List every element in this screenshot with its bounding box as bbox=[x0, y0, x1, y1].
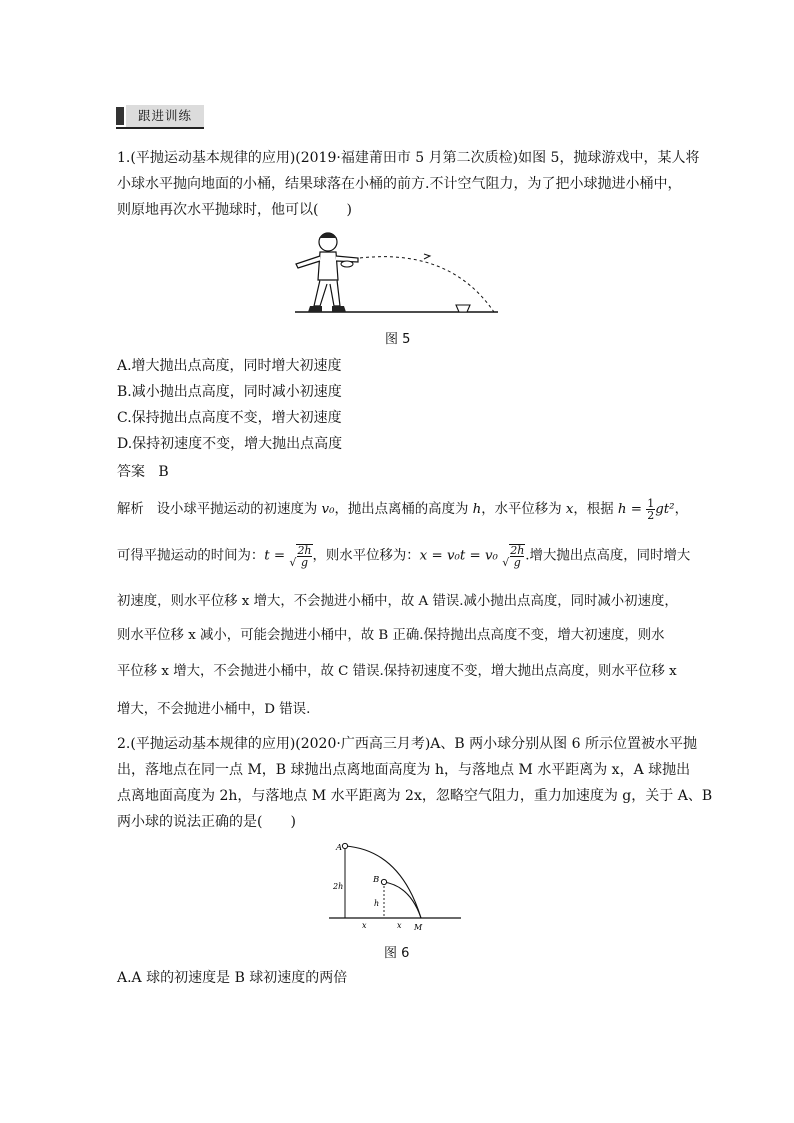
analysis-line-4: 则水平位移 x 减小，可能会抛进小桶中，故 B 正确.保持抛出点高度不变，增大初速度，则水 bbox=[117, 628, 665, 643]
analysis-text: 设小球平抛运动的初速度为 bbox=[156, 502, 322, 517]
q1-answer bbox=[117, 462, 169, 482]
analysis-line-6: 增大，不会抛进小桶中，D 错误. bbox=[117, 702, 311, 717]
label-x-2: x bbox=[397, 921, 402, 930]
analysis-line-3: 初速度，则水平位移 x 增大，不会抛进小桶中，故 A 错误.减小抛出点高度，同时减小初速度， bbox=[117, 594, 678, 609]
fraction-den: 2 bbox=[647, 509, 655, 522]
answer-label: 答案 bbox=[117, 464, 145, 480]
fraction-one-half bbox=[646, 498, 655, 521]
figure-5-illustration bbox=[290, 228, 510, 320]
analysis-text: ，根据 bbox=[573, 502, 618, 517]
q2-line-3: 点离地面高度为 2h，与落地点 M 水平距离为 2x，忽略空气阻力，重力加速度为 g，关于 A、B bbox=[117, 788, 713, 804]
math-gt2: gt² bbox=[655, 502, 675, 517]
label-A: A bbox=[336, 843, 343, 853]
sqrt-num: 2h bbox=[297, 544, 312, 557]
math-x-eq: x = v₀t = v₀ bbox=[419, 548, 498, 564]
label-2h: 2h bbox=[333, 882, 344, 891]
math-v0: v₀ bbox=[321, 502, 335, 517]
figure-6-diagram bbox=[325, 838, 465, 934]
q2-line-2: 出，落地点在同一点 M，B 球抛出点离地面高度为 h，与落地点 M 水平距离为 x，A 球抛出 bbox=[117, 762, 691, 778]
analysis-text: ，水平位移为 bbox=[481, 502, 566, 517]
q2-line-4: 两小球的说法正确的是( ) bbox=[117, 814, 296, 830]
sqrt-2h-over-g: √ $\frac{2h}{g}$ bbox=[289, 544, 312, 569]
math-h-eq: h = bbox=[617, 502, 642, 517]
figure-6-caption: 图 6 bbox=[384, 946, 410, 961]
q2-line-1: 2.(平抛运动基本规律的应用)(2020·广西高三月考)A、B 两小球分别从图 6 所示位置被水平抛 bbox=[117, 736, 697, 752]
math-h: h bbox=[472, 502, 482, 517]
figure-5-caption: 图 5 bbox=[385, 332, 411, 347]
analysis-text: 可得平抛运动的时间为： bbox=[117, 548, 265, 564]
label-M: M bbox=[414, 923, 423, 932]
q1-line-2: 小球水平抛向地面的小桶，结果球落在小桶的前方.不计空气阻力，为了把小球抛进小桶中， bbox=[117, 176, 682, 192]
sqrt-num: 2h bbox=[510, 544, 525, 557]
analysis-text: ，抛出点离桶的高度为 bbox=[334, 502, 473, 517]
label-h: h bbox=[374, 899, 380, 908]
analysis-text: ，则水平位移为： bbox=[312, 548, 420, 564]
analysis-line-2 bbox=[117, 544, 690, 568]
math-t-eq: t = bbox=[264, 548, 286, 564]
section-header-label: 跟进训练 bbox=[126, 105, 204, 127]
sqrt-den: g bbox=[300, 556, 308, 569]
section-header-bar bbox=[116, 107, 124, 125]
q1-line-3: 则原地再次水平抛球时，他可以( ) bbox=[117, 202, 352, 218]
label-B: B bbox=[373, 875, 380, 885]
sqrt-2h-over-g-2: √ $\frac{2h}{g}$ bbox=[502, 544, 525, 569]
analysis-line-1: 解析 设小球平抛运动的初速度为 v₀，抛出点离桶的高度为 h，水平位移为 x，根据 h = $\frac{1}{2}$ gt²， bbox=[117, 497, 688, 522]
analysis-label: 解析 bbox=[117, 502, 144, 517]
q1-option-a: A.增大抛出点高度，同时增大初速度 bbox=[117, 358, 342, 374]
q1-option-d: D.保持初速度不变，增大抛出点高度 bbox=[117, 436, 343, 452]
analysis-line-5: 平位移 x 增大，不会抛进小桶中，故 C 错误.保持初速度不变，增大抛出点高度，则水平位移 x bbox=[117, 664, 677, 679]
label-x-1: x bbox=[362, 921, 367, 930]
section-header bbox=[116, 105, 204, 129]
analysis-text: .增大抛出点高度，同时增大 bbox=[525, 548, 691, 564]
q2-option-a: A.A 球的初速度是 B 球初速度的两倍 bbox=[117, 970, 348, 986]
q1-option-c: C.保持抛出点高度不变，增大初速度 bbox=[117, 410, 342, 426]
q1-option-b: B.减小抛出点高度，同时减小初速度 bbox=[117, 384, 342, 400]
answer-value: B bbox=[158, 464, 169, 480]
q1-line-1: 1.(平抛运动基本规律的应用)(2019·福建莆田市 5 月第二次质检)如图 5，抛球游戏中，某人将 bbox=[117, 150, 700, 166]
fraction-num: 1 bbox=[647, 497, 655, 510]
sqrt-den: g bbox=[513, 556, 521, 569]
math-x: x bbox=[565, 502, 574, 517]
